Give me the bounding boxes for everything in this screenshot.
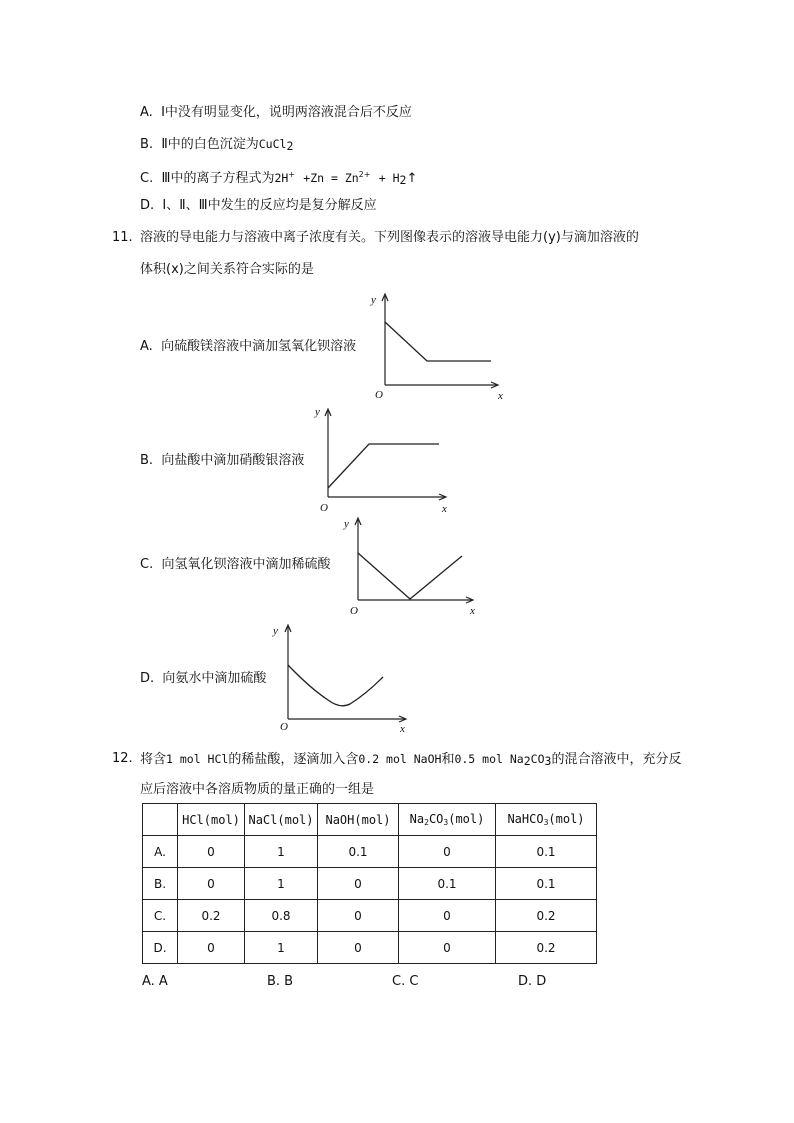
q12-choice-a: A. A: [142, 974, 168, 989]
table-cell: D.: [143, 932, 178, 964]
q10-option-b: B. Ⅱ中的白色沉淀为CuCl$_2$: [140, 137, 294, 153]
table-cell: 0: [318, 932, 399, 964]
table-header-cell: [143, 804, 178, 836]
q11-graph-d: [270, 622, 420, 737]
q10-option-d: D. Ⅰ、Ⅱ、Ⅲ中发生的反应均是复分解反应: [140, 198, 377, 213]
origin-label: O: [320, 502, 328, 514]
q10-option-a: A. Ⅰ中没有明显变化，说明两溶液混合后不反应: [140, 105, 412, 120]
q12-choice-b: B. B: [267, 974, 294, 989]
table-cell: C.: [143, 900, 178, 932]
table-header-cell: HCl(mol): [178, 804, 245, 836]
table-cell: 0: [178, 932, 245, 964]
y-axis-label: y: [273, 625, 278, 637]
table-cell: 0.8: [245, 900, 318, 932]
table-row: [143, 900, 597, 932]
table-cell: 0.1: [496, 836, 597, 868]
table-cell: B.: [143, 868, 178, 900]
q11-graph-b: [312, 405, 462, 520]
table-row: [143, 932, 597, 964]
x-axis-label: x: [498, 390, 503, 402]
table-header-row: [143, 804, 597, 836]
table-cell: 0.1: [318, 836, 399, 868]
q11-graph-a: [365, 290, 515, 405]
y-axis-label: y: [344, 518, 349, 530]
curve: [328, 444, 439, 488]
table-cell: 0.1: [496, 868, 597, 900]
curve: [288, 665, 383, 706]
q11-stem-line2: 体积(x)之间关系符合实际的是: [140, 262, 314, 277]
table-cell: A.: [143, 836, 178, 868]
q12-choice-d: D. D: [518, 974, 547, 989]
table-cell: 0: [318, 900, 399, 932]
table-cell: 1: [245, 836, 318, 868]
q11-option-c: C. 向氢氧化钡溶液中滴加稀硫酸: [140, 557, 331, 572]
y-axis-label: y: [315, 406, 320, 418]
q11-option-a: A. 向硫酸镁溶液中滴加氢氧化钡溶液: [140, 339, 357, 354]
q11-option-d: D. 向氨水中滴加硫酸: [140, 671, 267, 686]
table-cell: 0: [399, 932, 496, 964]
table-cell: 0: [178, 868, 245, 900]
q11-number: 11.: [112, 230, 133, 245]
table-cell: 0.2: [178, 900, 245, 932]
table-header-cell: NaHCO$_3$(mol): [496, 804, 597, 836]
q12-stem-line1: 将含1 mol HCl的稀盐酸，逐滴加入含0.2 mol NaOH和0.5 mol $Na_2CO_3$的混合溶液中，充分反: [140, 752, 682, 768]
origin-label: O: [375, 389, 383, 401]
table-header-cell: NaOH(mol): [318, 804, 399, 836]
table-cell: 0.2: [496, 900, 597, 932]
origin-label: O: [280, 721, 288, 733]
q12-number: 12.: [112, 751, 133, 766]
x-axis-label: x: [442, 503, 447, 515]
x-axis-label: x: [400, 723, 405, 735]
q11-graph-c: [340, 515, 490, 620]
table-cell: 1: [245, 868, 318, 900]
table-cell: 0.1: [399, 868, 496, 900]
y-axis-label: y: [371, 294, 376, 306]
table-row: [143, 868, 597, 900]
q10-option-c: C. Ⅲ中的离子方程式为$2H^+ +Zn = Zn^{2+}$ + $H_2↑$: [140, 170, 418, 187]
table-cell: 1: [245, 932, 318, 964]
table-cell: 0.2: [496, 932, 597, 964]
curve: [358, 553, 462, 599]
q11-stem-line1: 溶液的导电能力与溶液中离子浓度有关。下列图像表示的溶液导电能力(y)与滴加溶液的: [140, 230, 639, 245]
table-row: [143, 836, 597, 868]
curve: [385, 322, 491, 361]
table-header-cell: $Na_2CO_3(mol)$: [399, 804, 496, 836]
q12-answer-table: [142, 803, 597, 964]
origin-label: O: [350, 605, 358, 617]
table-cell: 0: [178, 836, 245, 868]
x-axis-label: x: [470, 605, 475, 617]
q12-choice-c: C. C: [392, 974, 419, 989]
table-cell: 0: [399, 836, 496, 868]
q11-option-b: B. 向盐酸中滴加硝酸银溶液: [140, 453, 305, 468]
q12-stem-line2: 应后溶液中各溶质物质的量正确的一组是: [140, 782, 375, 797]
table-cell: 0: [318, 868, 399, 900]
table-cell: 0: [399, 900, 496, 932]
table-header-cell: NaCl(mol): [245, 804, 318, 836]
